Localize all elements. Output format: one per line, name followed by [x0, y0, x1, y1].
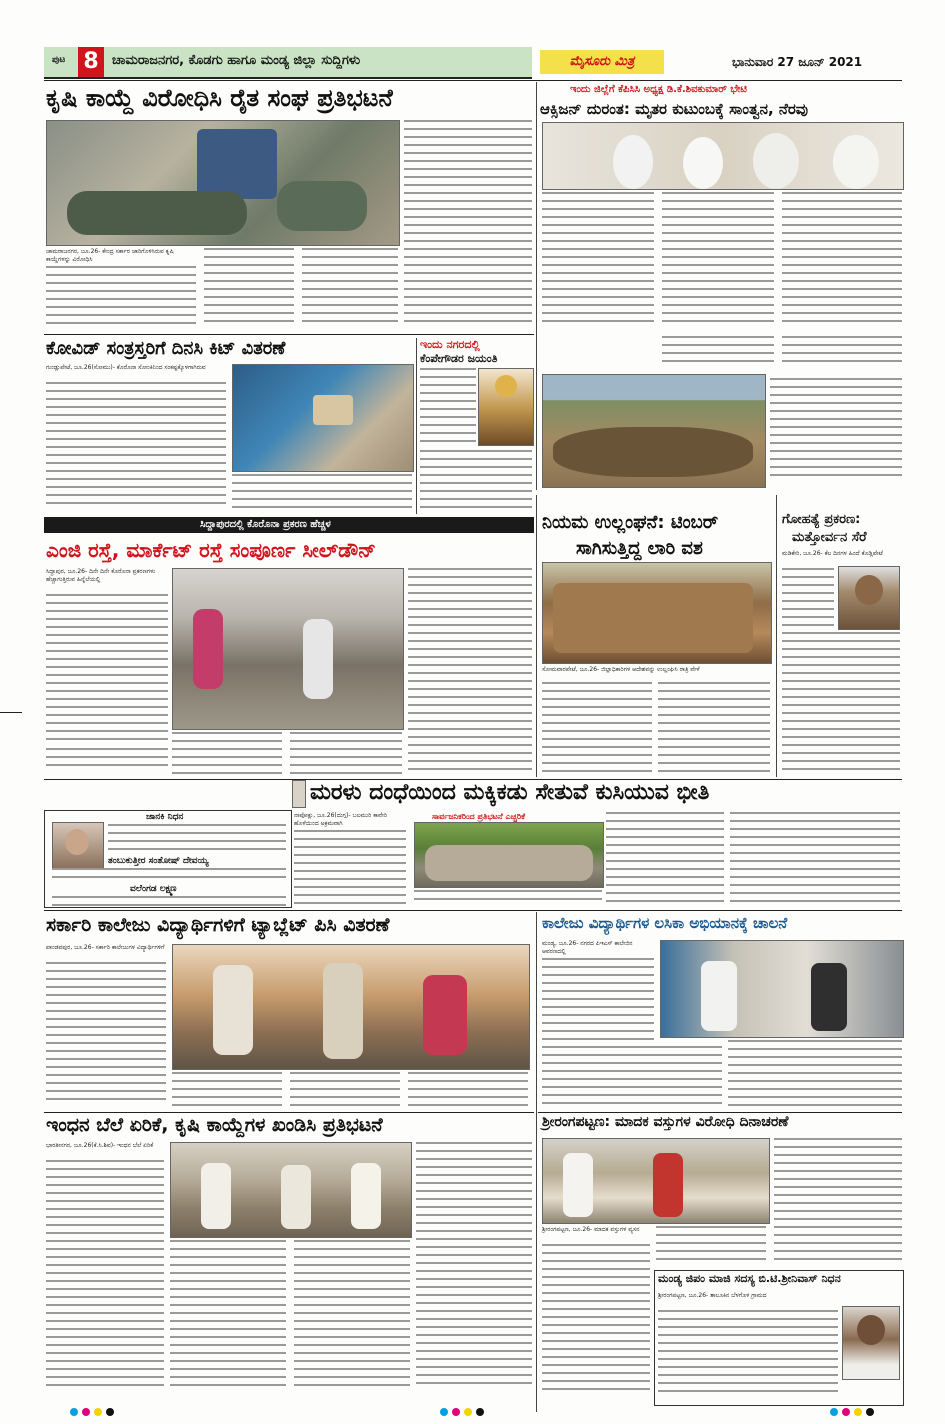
- story-12-dateline: ಭಾರತೀನಗರ, ಜೂ.26(ಕೆ.ಸಿ.ಶಿವ)- ಇಂಧನ ಬೆಲೆ ಏರಿಕೆ: [46, 1142, 154, 1149]
- story-7-dateline: ಮಡಿಕೇರಿ, ಜೂ.26- ಕೆಲ ದಿನಗಳ ಹಿಂದೆ ಕೊಡ್ಲಿಪೇಟೆ: [782, 550, 883, 557]
- story-10-headline: ಕಾಲೇಜು ವಿದ್ಯಾರ್ಥಿಗಳ ಲಸಿಕಾ ಅಭಿಯಾನಕ್ಕೆ ಚಾಲನೆ: [542, 914, 788, 932]
- story-7-body-a: [782, 568, 834, 628]
- story-5-body-a: [46, 594, 168, 744]
- story-2-body-a: [542, 192, 654, 332]
- story-4-headline-2: ಕೆಂಪೇಗೌಡರ ಜಯಂತಿ: [420, 352, 498, 365]
- obit-2-title: ತಂಬುಕುತ್ತೀರ ಸಂತೋಷ್ ದೇವಯ್ಯ: [108, 856, 209, 866]
- story-10-body-b: [542, 1046, 722, 1110]
- story-12-body-d: [416, 1142, 532, 1396]
- story-5-headline: ಎಂಜಿ ರಸ್ತೆ, ಮಾರ್ಕೆಟ್ ರಸ್ತೆ ಸಂಪೂರ್ಣ ಸೀಲ್‌ಡೌನ್: [46, 538, 376, 562]
- story-2-photo: [542, 122, 904, 190]
- story-5-body-d: [408, 568, 532, 776]
- story-3-dateline: ಗುಂಡ್ಲುಪೇಟೆ, ಜೂ.26(ಸೋಮು)- ಕೊರೊನಾ ಸೋಂಕಿನಿಂದ ಸಂಕಷ್ಟಕ್ಕೊಳಗಾಗಿರುವ: [46, 364, 206, 371]
- story-6-dateline: ಸೋಮವಾರಪೇಟೆ, ಜೂ.26- ಜಿಲ್ಲಾಧಿಕಾರಿಗಳ ಆದೇಶವನ್ನು ಉಲ್ಲಂಘಿಸಿ ರಾತ್ರಿ ವೇಳೆ: [542, 666, 700, 673]
- story-9-headline: ಸರ್ಕಾರಿ ಕಾಲೇಜು ವಿದ್ಯಾರ್ಥಿಗಳಿಗೆ ಟ್ಯಾಬ್ಲೆಟ್ ಪಿಸಿ ವಿತರಣೆ: [46, 914, 390, 936]
- story-4-body-a: [420, 368, 476, 446]
- story-9-photo: [172, 944, 530, 1070]
- story-13-dateline: ಶ್ರೀರಂಗಪಟ್ಟಣ, ಜೂ.26- ತಾಲೂಕಿನ ಬೆಳಗೊಳ ಗ್ರಾಮದ: [658, 1292, 767, 1299]
- story-5-body-c: [290, 732, 402, 776]
- story-8-body-d: [730, 812, 900, 906]
- issue-date: ಭಾನುವಾರ 27 ಜೂನ್ 2021: [732, 55, 863, 69]
- story-1-body-a: [46, 266, 196, 330]
- story-12-headline: ಇಂಧನ ಬೆಲೆ ಏರಿಕೆ, ಕೃಷಿ ಕಾಯ್ದೆಗಳ ಖಂಡಿಸಿ ಪ್ರತಿಭಟನೆ: [46, 1114, 383, 1136]
- story-5-body-b: [172, 732, 282, 776]
- story-4-photo: [478, 368, 534, 446]
- story-4-headline-1: ಇಂದು ನಗರದಲ್ಲಿ: [420, 338, 480, 351]
- story-11-body-b: [542, 1244, 650, 1394]
- story-4-body-b: [420, 450, 532, 512]
- obit-1-body: [108, 824, 286, 854]
- header-divider: [44, 80, 902, 81]
- story-2-body-d: [662, 336, 774, 370]
- obit-3-title: ವಲೆಂಗಡ ಲಕ್ಷ್ಮಣ: [130, 884, 177, 894]
- story-7-body-b: [782, 632, 900, 776]
- story-8-body-b: [414, 890, 602, 906]
- story-9-dateline: ಪಾಂಡವಪುರ, ಜೂ.26- ಸರ್ಕಾರಿ ಕಾಲೇಜುಗಳ ವಿದ್ಯಾರ್ಥಿಗಳಿಗೆ: [46, 944, 165, 951]
- story-2-body-b: [662, 192, 774, 332]
- story-8-dateline: ನಾಪೋಕ್ಲು, ಜೂ.26(ದುಗ್ಗ)- ಬಲಮುರಿ ಕಾವೇರಿ ಹೊಳೆಯಿಂದ ಅಕ್ರಮವಾಗಿ: [294, 812, 387, 827]
- story-10-body-a: [542, 958, 654, 1042]
- story-6-body-b: [658, 682, 770, 776]
- page-number-badge: 8: [78, 47, 104, 77]
- obit-1-photo: [52, 822, 104, 870]
- story-11-body-d: [774, 1226, 902, 1266]
- story-2-kicker: ಇಂದು ಜಿಲ್ಲೆಗೆ ಕೆಪಿಸಿಸಿ ಅಧ್ಯಕ್ಷ ಡಿ.ಕೆ.ಶಿವಕುಮಾರ್ ಭೇಟಿ: [570, 84, 747, 95]
- story-13-headline: ಮಂಡ್ಯ ಜಿಪಂ ಮಾಜಿ ಸದಸ್ಯ ಬಿ.ಟಿ.ಶ್ರೀನಿವಾಸ್ ನಿಧನ: [658, 1272, 841, 1285]
- obit-1-title: ಜಾನಕಿ ನಿಧನ: [146, 812, 184, 822]
- left-margin-tick: [0, 712, 22, 713]
- story-12-body-a: [46, 1160, 164, 1396]
- story-8-photo: [414, 822, 604, 888]
- story-10-body-c: [728, 1040, 902, 1110]
- story-2-photo-2-caption: [770, 378, 902, 486]
- story-13-body: [658, 1310, 838, 1400]
- story-8-body-a: [294, 830, 406, 906]
- story-3-body-b: [232, 474, 412, 512]
- story-6-headline-1: ನಿಯಮ ಉಲ್ಲಂಘನೆ: ಟಿಂಬರ್: [542, 512, 719, 533]
- story-5-photo: [172, 568, 404, 730]
- story-1-photo: [46, 120, 400, 246]
- story-12-body-c: [294, 1240, 410, 1396]
- story-7-photo: [838, 566, 900, 630]
- story-2-photo-2: [542, 374, 766, 488]
- story-11-body-a: [774, 1138, 902, 1224]
- story-7-headline-1: ಗೋಹತ್ಯೆ ಪ್ರಕರಣ:: [782, 512, 861, 527]
- story-8-body-c: [606, 812, 724, 906]
- story-3-body-a: [46, 382, 226, 512]
- story-9-body-a: [46, 962, 166, 1108]
- story-13-photo: [842, 1306, 900, 1380]
- story-5-dateline: ಸಿದ್ದಾಪುರ, ಜೂ.26- ದಿನೇ ದಿನೇ ಕೊರೊನಾ ಪ್ರಕರಣಗಳು ಹೆಚ್ಚಾಗುತ್ತಿರುವ ಹಿನ್ನೆಲೆಯಲ್ಲಿ: [46, 568, 156, 583]
- story-11-body-c: [656, 1226, 766, 1266]
- story-5-body-e: [46, 748, 168, 776]
- story-11-dateline: ಶ್ರೀರಂಗಪಟ್ಟಣ, ಜೂ.26- ಮಾದಕ ವಸ್ತುಗಳ ವ್ಯಸನ: [542, 1226, 640, 1233]
- story-9-body-c: [290, 1072, 400, 1108]
- story-8-side-photo: [292, 780, 306, 808]
- story-1-headline: ಕೃಷಿ ಕಾಯ್ದೆ ವಿರೋಧಿಸಿ ರೈತ ಸಂಘ ಪ್ರತಿಭಟನೆ: [46, 84, 393, 112]
- story-11-headline: ಶ್ರೀರಂಗಪಟ್ಟಣ: ಮಾದಕ ವಸ್ತುಗಳ ವಿರೋಧಿ ದಿನಾಚರಣೆ: [542, 1114, 789, 1130]
- story-1-dateline: ಚಾಮರಾಜನಗರ, ಜೂ.26- ಕೇಂದ್ರ ಸರ್ಕಾರ ಜಾರಿಗೊಳಿಸಿರುವ ಕೃಷಿ ಕಾಯ್ದೆಗಳನ್ನು ವಿರೋಧಿಸಿ: [46, 248, 174, 263]
- story-3-headline: ಕೋವಿಡ್ ಸಂತ್ರಸ್ತರಿಗೆ ದಿನಸಿ ಕಿಟ್ ವಿತರಣೆ: [46, 338, 286, 359]
- story-6-photo: [542, 562, 772, 664]
- story-1-body-d: [404, 120, 532, 330]
- masthead-logo: ಮೈಸೂರು ಮಿತ್ರ: [540, 50, 664, 74]
- section-title: ಚಾಮರಾಜನಗರ, ಕೊಡಗು ಹಾಗೂ ಮಂಡ್ಯ ಜಿಲ್ಲಾ ಸುದ್ದಿಗಳು: [112, 53, 361, 68]
- story-11-photo: [542, 1138, 770, 1224]
- story-7-headline-2: ಮತ್ತೋರ್ವನ ಸೆರೆ: [792, 530, 867, 545]
- story-1-body-c: [302, 248, 398, 330]
- page-label: ಪುಟ: [52, 55, 66, 65]
- story-6-headline-2: ಸಾಗಿಸುತ್ತಿದ್ದ ಲಾರಿ ವಶ: [576, 538, 703, 559]
- obit-2-body: [52, 868, 286, 882]
- story-2-body-e: [782, 336, 902, 370]
- story-12-photo: [170, 1142, 412, 1238]
- story-9-body-b: [172, 1072, 282, 1108]
- story-10-photo: [660, 940, 904, 1038]
- story-10-dateline: ಮಂಡ್ಯ, ಜೂ.26- ನಗರದ ಪಿಇಎಸ್ ಕಾಲೇಜಿನ ಆವರಣದಲ್ಲಿ: [542, 940, 633, 955]
- story-1-body-b: [204, 248, 294, 330]
- story-5-kicker: ಸಿದ್ದಾಪುರದಲ್ಲಿ ಕೊರೊನಾ ಪ್ರಕರಣ ಹೆಚ್ಚಳ: [200, 519, 331, 530]
- story-8-headline: ಮರಳು ದಂಧೆಯಿಂದ ಮಕ್ಕಿಕಡು ಸೇತುವೆ ಕುಸಿಯುವ ಭೀತಿ: [310, 780, 710, 805]
- story-9-body-d: [408, 1072, 528, 1108]
- story-2-headline: ಆಕ್ಸಿಜನ್ ದುರಂತ: ಮೃತರ ಕುಟುಂಬಕ್ಕೆ ಸಾಂತ್ವನ, ನೆರವು: [540, 100, 808, 118]
- story-6-body-a: [542, 682, 652, 776]
- story-2-body-c: [782, 192, 902, 332]
- story-3-photo: [232, 364, 414, 472]
- obit-3-body: [52, 896, 286, 908]
- story-8-photo-caption: ಸಾರ್ವಜನಿಕರಿಂದ ಪ್ರತಿಭಟನೆ ಎಚ್ಚರಿಕೆ: [432, 812, 525, 821]
- story-12-body-b: [170, 1240, 286, 1396]
